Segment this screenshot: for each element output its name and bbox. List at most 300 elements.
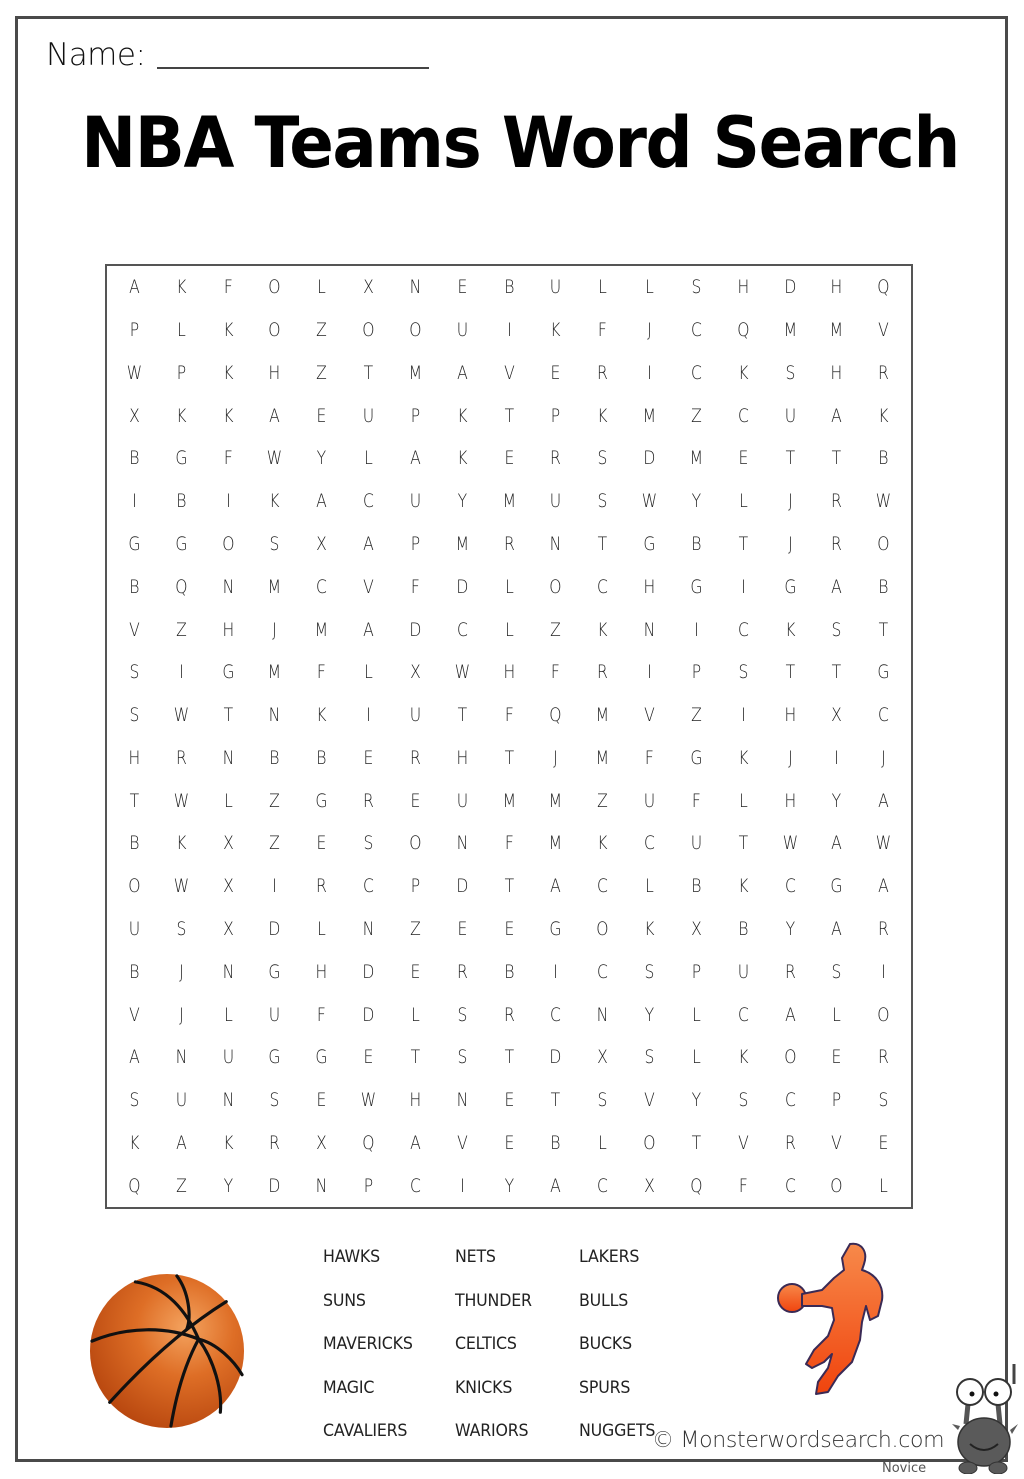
grid-cell[interactable]: A [831,575,843,598]
grid-cell[interactable]: A [129,276,140,299]
grid-cell[interactable]: B [129,447,140,470]
grid-cell[interactable]: L [691,1003,701,1026]
grid-cell[interactable]: E [504,447,514,470]
grid-cell[interactable]: S [176,917,187,940]
grid-cell[interactable]: W [875,490,892,513]
grid-cell[interactable]: S [831,618,842,641]
grid-cell[interactable]: N [456,1089,468,1112]
grid-cell[interactable]: O [221,533,235,556]
grid-cell[interactable]: Y [644,1003,655,1026]
grid-cell[interactable]: O [877,533,890,556]
grid-cell[interactable]: S [644,960,655,983]
grid-cell[interactable]: A [831,917,843,940]
grid-cell[interactable]: U [409,490,422,513]
grid-cell[interactable]: K [176,832,187,855]
grid-cell[interactable]: O [830,1174,843,1197]
grid-cell[interactable]: V [644,704,655,727]
grid-cell[interactable]: R [784,1131,796,1154]
grid-cell[interactable]: D [362,1003,375,1026]
grid-cell[interactable]: K [222,319,234,342]
grid-cell[interactable]: O [549,575,562,598]
grid-cell[interactable]: Z [550,618,562,641]
grid-cell[interactable]: W [782,832,798,855]
grid-cell[interactable]: B [269,746,280,769]
grid-cell[interactable]: Q [549,704,562,727]
grid-cell[interactable]: W [267,447,283,470]
grid-cell[interactable]: M [314,618,329,641]
grid-cell[interactable]: K [784,618,796,641]
grid-cell[interactable]: G [549,917,562,940]
grid-cell[interactable]: M [595,746,610,769]
grid-cell[interactable]: Q [175,575,188,598]
grid-cell[interactable]: K [176,404,187,427]
grid-cell[interactable]: A [410,447,421,470]
grid-cell[interactable]: Y [223,1174,233,1197]
grid-cell[interactable]: D [268,1174,281,1197]
grid-cell[interactable]: X [410,661,421,684]
grid-cell[interactable]: T [738,832,748,855]
grid-cell[interactable]: V [831,1131,843,1154]
grid-cell[interactable]: H [128,746,141,769]
grid-cell[interactable]: O [128,875,141,898]
grid-cell[interactable]: G [690,746,703,769]
grid-cell[interactable]: K [737,746,749,769]
grid-cell[interactable]: G [877,661,890,684]
grid-cell[interactable]: U [550,490,562,513]
grid-cell[interactable]: A [175,1131,187,1154]
grid-cell[interactable]: T [785,447,795,470]
grid-cell[interactable]: M [408,361,423,384]
grid-cell[interactable]: V [456,1131,468,1154]
grid-cell[interactable]: Y [691,490,702,513]
grid-cell[interactable]: V [129,1003,140,1026]
grid-cell[interactable]: I [647,661,652,684]
grid-cell[interactable]: W [173,789,189,812]
grid-cell[interactable]: E [363,1046,374,1069]
grid-cell[interactable]: S [597,447,608,470]
grid-cell[interactable]: A [363,618,374,641]
grid-cell[interactable]: F [223,276,233,299]
grid-cell[interactable]: Z [316,319,328,342]
grid-cell[interactable]: Y [691,1089,702,1112]
grid-cell[interactable]: R [269,1131,281,1154]
grid-cell[interactable]: A [550,875,562,898]
grid-cell[interactable]: T [785,661,795,684]
grid-cell[interactable]: I [553,960,559,983]
grid-cell[interactable]: F [738,1174,748,1197]
grid-cell[interactable]: M [268,575,282,598]
grid-cell[interactable]: S [597,490,608,513]
grid-cell[interactable]: T [410,1046,421,1069]
grid-cell[interactable]: L [598,276,607,299]
grid-cell[interactable]: S [457,1003,468,1026]
grid-cell[interactable]: L [598,1131,607,1154]
grid-cell[interactable]: R [878,917,889,940]
grid-cell[interactable]: Z [269,832,281,855]
grid-cell[interactable]: J [787,746,793,769]
grid-cell[interactable]: G [268,1046,281,1069]
grid-cell[interactable]: C [597,875,609,898]
grid-cell[interactable]: S [129,1089,140,1112]
grid-cell[interactable]: O [643,1131,656,1154]
grid-cell[interactable]: I [740,704,746,727]
grid-cell[interactable]: H [830,276,843,299]
grid-cell[interactable]: F [410,575,420,598]
grid-cell[interactable]: Q [128,1174,141,1197]
grid-cell[interactable]: B [503,276,515,299]
grid-cell[interactable]: R [831,490,843,513]
grid-cell[interactable]: U [456,319,468,342]
grid-cell[interactable]: U [269,1003,281,1026]
grid-cell[interactable]: T [457,704,467,727]
grid-cell[interactable]: R [878,361,889,384]
grid-cell[interactable]: A [316,490,328,513]
grid-cell[interactable]: J [553,746,559,769]
grid-cell[interactable]: B [878,575,889,598]
grid-cell[interactable]: K [457,447,468,470]
grid-cell[interactable]: T [504,875,514,898]
grid-cell[interactable]: M [689,447,704,470]
grid-cell[interactable]: M [595,704,610,727]
grid-cell[interactable]: W [126,361,143,384]
grid-cell[interactable]: E [878,1131,889,1154]
grid-cell[interactable]: A [129,1046,140,1069]
grid-cell[interactable]: R [175,746,187,769]
grid-cell[interactable]: L [738,789,748,812]
grid-cell[interactable]: B [129,832,140,855]
grid-cell[interactable]: L [832,1003,842,1026]
grid-cell[interactable]: I [272,875,278,898]
grid-cell[interactable]: K [597,404,608,427]
grid-cell[interactable]: V [363,575,374,598]
grid-cell[interactable]: R [597,361,609,384]
grid-cell[interactable]: K [737,875,749,898]
grid-cell[interactable]: Z [410,917,421,940]
grid-cell[interactable]: Y [785,917,795,940]
grid-cell[interactable]: N [549,533,562,556]
grid-cell[interactable]: X [222,832,234,855]
grid-cell[interactable]: I [366,704,371,727]
grid-cell[interactable]: M [642,404,657,427]
grid-cell[interactable]: S [878,1089,889,1112]
grid-cell[interactable]: C [363,490,374,513]
word-search-grid[interactable] [105,264,913,1209]
grid-cell[interactable]: E [410,960,421,983]
grid-cell[interactable]: A [878,789,889,812]
grid-cell[interactable]: K [176,276,187,299]
grid-cell[interactable]: Z [316,361,328,384]
grid-cell[interactable]: G [222,661,235,684]
grid-cell[interactable]: E [316,1089,327,1112]
grid-cell[interactable]: L [738,490,748,513]
grid-cell[interactable]: U [737,960,749,983]
grid-cell[interactable]: J [881,746,886,769]
grid-cell[interactable]: R [409,746,421,769]
grid-cell[interactable]: B [737,917,749,940]
grid-cell[interactable]: P [410,875,421,898]
grid-cell[interactable]: N [222,575,234,598]
grid-cell[interactable]: Z [269,789,281,812]
grid-cell[interactable]: A [878,875,889,898]
grid-cell[interactable]: D [456,575,469,598]
grid-cell[interactable]: U [690,832,702,855]
grid-cell[interactable]: H [456,746,469,769]
grid-cell[interactable]: R [503,533,515,556]
grid-cell[interactable]: A [363,533,374,556]
grid-cell[interactable]: C [784,1089,796,1112]
grid-cell[interactable]: X [644,1174,655,1197]
grid-cell[interactable]: P [691,960,701,983]
grid-cell[interactable]: N [222,746,234,769]
grid-cell[interactable]: F [598,319,608,342]
grid-cell[interactable]: F [317,661,327,684]
grid-cell[interactable]: Z [690,404,702,427]
grid-cell[interactable]: M [549,789,563,812]
grid-cell[interactable]: L [223,1003,233,1026]
grid-cell[interactable]: Z [175,618,187,641]
grid-cell[interactable]: H [784,789,796,812]
grid-cell[interactable]: T [738,533,748,556]
grid-cell[interactable]: M [830,319,844,342]
grid-cell[interactable]: T [504,1046,514,1069]
grid-cell[interactable]: P [363,1174,374,1197]
grid-cell[interactable]: A [456,361,468,384]
grid-cell[interactable]: X [316,533,328,556]
grid-cell[interactable]: C [409,1174,421,1197]
grid-cell[interactable]: I [459,1174,465,1197]
grid-cell[interactable]: E [550,361,561,384]
grid-cell[interactable]: S [129,704,140,727]
grid-cell[interactable]: F [317,1003,327,1026]
grid-cell[interactable]: K [737,1046,749,1069]
grid-cell[interactable]: G [315,1046,328,1069]
grid-cell[interactable]: C [597,1174,609,1197]
grid-cell[interactable]: F [504,704,514,727]
grid-cell[interactable]: V [503,361,515,384]
grid-cell[interactable]: D [409,618,422,641]
grid-cell[interactable]: P [176,361,186,384]
grid-cell[interactable]: K [737,361,749,384]
grid-cell[interactable]: R [456,960,468,983]
grid-cell[interactable]: H [643,575,656,598]
grid-cell[interactable]: P [551,404,561,427]
grid-cell[interactable]: S [129,661,140,684]
name-blank-line[interactable] [157,67,429,69]
grid-cell[interactable]: E [738,447,749,470]
grid-cell[interactable]: J [647,319,652,342]
grid-cell[interactable]: L [504,618,514,641]
grid-cell[interactable]: G [175,533,188,556]
grid-cell[interactable]: N [315,1174,328,1197]
grid-cell[interactable]: S [738,661,749,684]
grid-cell[interactable]: U [550,276,562,299]
grid-cell[interactable]: J [178,1003,184,1026]
grid-cell[interactable]: A [269,404,281,427]
grid-cell[interactable]: Z [690,704,702,727]
grid-cell[interactable]: O [409,319,422,342]
grid-cell[interactable]: P [410,404,421,427]
grid-cell[interactable]: N [362,917,375,940]
grid-cell[interactable]: X [222,875,234,898]
grid-cell[interactable]: H [830,361,843,384]
grid-cell[interactable]: A [831,832,843,855]
grid-cell[interactable]: J [787,490,793,513]
grid-cell[interactable]: T [831,661,842,684]
grid-cell[interactable]: G [830,875,843,898]
grid-cell[interactable]: K [597,618,608,641]
grid-cell[interactable]: E [363,746,374,769]
grid-cell[interactable]: E [410,789,421,812]
grid-cell[interactable]: L [176,319,186,342]
grid-cell[interactable]: T [129,789,140,812]
grid-cell[interactable]: V [878,319,889,342]
grid-cell[interactable]: K [316,704,327,727]
grid-cell[interactable]: M [455,533,469,556]
grid-cell[interactable]: P [691,661,701,684]
grid-cell[interactable]: I [740,575,746,598]
grid-cell[interactable]: N [175,1046,188,1069]
grid-cell[interactable]: R [784,960,796,983]
grid-cell[interactable]: F [644,746,654,769]
grid-cell[interactable]: H [409,1089,422,1112]
grid-cell[interactable]: C [690,361,702,384]
grid-cell[interactable]: M [502,789,516,812]
grid-cell[interactable]: K [222,361,234,384]
grid-cell[interactable]: B [129,960,140,983]
grid-cell[interactable]: X [363,276,374,299]
grid-cell[interactable]: N [456,832,468,855]
grid-cell[interactable]: N [409,276,422,299]
grid-cell[interactable]: Q [736,319,750,342]
grid-cell[interactable]: Y [504,1174,514,1197]
grid-cell[interactable]: C [363,875,374,898]
grid-cell[interactable]: C [737,618,749,641]
grid-cell[interactable]: H [737,276,749,299]
grid-cell[interactable]: E [316,832,327,855]
grid-cell[interactable]: X [222,917,234,940]
grid-cell[interactable]: O [268,319,282,342]
grid-cell[interactable]: E [504,917,514,940]
grid-cell[interactable]: F [504,832,514,855]
grid-cell[interactable]: P [832,1089,842,1112]
grid-cell[interactable]: I [225,490,231,513]
grid-cell[interactable]: S [831,960,842,983]
grid-cell[interactable]: F [223,447,233,470]
grid-cell[interactable]: N [596,1003,609,1026]
grid-cell[interactable]: O [877,1003,890,1026]
grid-cell[interactable]: K [129,1131,140,1154]
grid-cell[interactable]: U [784,404,796,427]
grid-cell[interactable]: U [643,789,656,812]
grid-cell[interactable]: Y [316,447,327,470]
grid-cell[interactable]: F [691,789,701,812]
grid-cell[interactable]: F [551,661,561,684]
grid-cell[interactable]: G [315,789,328,812]
grid-cell[interactable]: I [834,746,840,769]
grid-cell[interactable]: S [691,276,702,299]
grid-cell[interactable]: W [360,1089,377,1112]
grid-cell[interactable]: L [411,1003,420,1026]
grid-cell[interactable]: E [316,404,327,427]
grid-cell[interactable]: D [643,447,656,470]
grid-cell[interactable]: X [129,404,140,427]
grid-cell[interactable]: X [597,1046,608,1069]
grid-cell[interactable]: U [128,917,141,940]
grid-cell[interactable]: H [269,361,281,384]
grid-cell[interactable]: R [597,661,609,684]
grid-cell[interactable]: C [456,618,468,641]
grid-cell[interactable]: A [550,1174,562,1197]
grid-cell[interactable]: H [315,960,328,983]
grid-cell[interactable]: Q [690,1174,703,1197]
grid-cell[interactable]: U [222,1046,234,1069]
grid-cell[interactable]: U [175,1089,187,1112]
grid-cell[interactable]: R [878,1046,889,1069]
grid-cell[interactable]: N [222,960,234,983]
grid-cell[interactable]: W [173,875,189,898]
grid-cell[interactable]: C [878,704,890,727]
grid-cell[interactable]: K [222,404,234,427]
grid-cell[interactable]: C [550,1003,562,1026]
grid-cell[interactable]: R [363,789,374,812]
grid-cell[interactable]: C [784,1174,796,1197]
grid-cell[interactable]: B [176,490,187,513]
grid-cell[interactable]: Y [457,490,467,513]
grid-cell[interactable]: I [693,618,699,641]
grid-cell[interactable]: N [269,704,281,727]
grid-cell[interactable]: U [409,704,422,727]
grid-cell[interactable]: T [691,1131,702,1154]
grid-cell[interactable]: G [643,533,656,556]
grid-cell[interactable]: L [645,875,654,898]
grid-cell[interactable]: D [783,276,796,299]
grid-cell[interactable]: C [737,404,749,427]
grid-cell[interactable]: S [269,1089,280,1112]
grid-cell[interactable]: B [503,960,515,983]
grid-cell[interactable]: K [269,490,280,513]
grid-cell[interactable]: K [222,1131,234,1154]
grid-cell[interactable]: E [457,917,468,940]
grid-cell[interactable]: E [457,276,468,299]
grid-cell[interactable]: X [831,704,843,727]
grid-cell[interactable]: P [410,533,421,556]
grid-cell[interactable]: I [178,661,184,684]
grid-cell[interactable]: Y [831,789,842,812]
grid-cell[interactable]: T [504,746,514,769]
grid-cell[interactable]: O [783,1046,797,1069]
grid-cell[interactable]: T [551,1089,561,1112]
grid-cell[interactable]: B [550,1131,561,1154]
grid-cell[interactable]: O [362,319,375,342]
grid-cell[interactable]: X [690,917,702,940]
grid-cell[interactable]: R [550,447,562,470]
grid-cell[interactable]: L [223,789,233,812]
grid-cell[interactable]: Z [175,1174,187,1197]
grid-cell[interactable]: C [316,575,328,598]
grid-cell[interactable]: G [175,447,188,470]
grid-cell[interactable]: S [269,533,280,556]
grid-cell[interactable]: A [831,404,843,427]
grid-cell[interactable]: J [787,533,793,556]
grid-cell[interactable]: C [597,575,609,598]
grid-cell[interactable]: T [597,533,608,556]
grid-cell[interactable]: G [690,575,703,598]
grid-cell[interactable]: I [881,960,886,983]
grid-cell[interactable]: R [503,1003,515,1026]
grid-cell[interactable]: S [738,1089,749,1112]
grid-cell[interactable]: O [268,276,282,299]
grid-cell[interactable]: D [456,875,469,898]
